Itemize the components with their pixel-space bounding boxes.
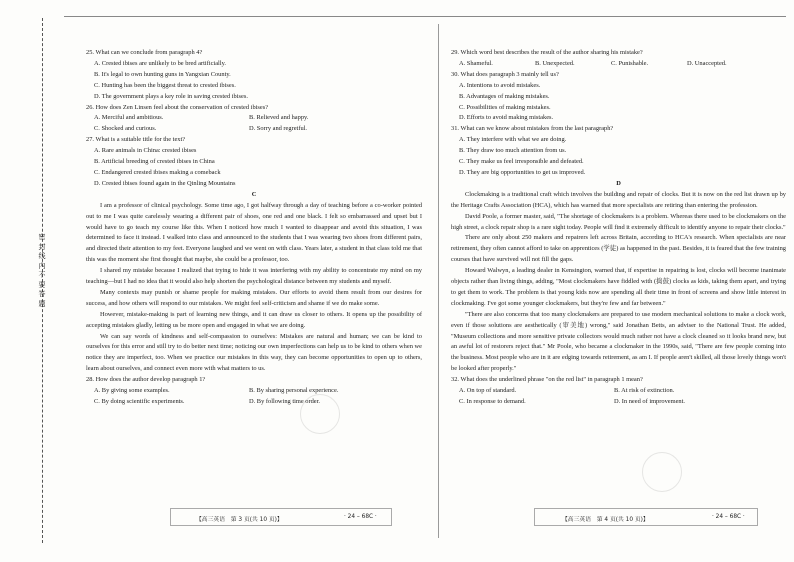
footer-code-right: · 24 – 68C · bbox=[712, 514, 745, 520]
answer-option: A. On top of standard. bbox=[459, 387, 517, 395]
section-letter: C bbox=[251, 190, 257, 198]
answer-option: B. They draw too much attention from us. bbox=[459, 147, 567, 155]
answer-option: C. Hunting has been the biggest threat to crested ibises. bbox=[94, 81, 236, 89]
answer-option: D. The government plays a key role in saving crested ibises. bbox=[94, 92, 248, 100]
answer-option: A. Shameful. bbox=[459, 59, 493, 67]
binding-margin bbox=[6, 18, 64, 543]
answer-option-row bbox=[459, 397, 786, 408]
section-letter: D bbox=[616, 179, 621, 187]
seal-line-notice bbox=[35, 233, 49, 309]
passage-paragraph: We can say words of kindness and self-compassion to ourselves: Mistakes are natural and human; we can be kind to ourselves for this error and still try to do better next time; noticing our own imperfections can help us to be kind to others when we notice they are imperfect, too. When we practice our mistakes in this way, they can become opportunities to open up to others, learn about ourselves, and connect even more with what matters to us. bbox=[86, 332, 422, 373]
answer-option: D. Efforts to avoid making mistakes. bbox=[459, 114, 554, 122]
answer-option: B. Unexpected. bbox=[535, 59, 575, 67]
answer-option-row bbox=[94, 386, 422, 397]
question-stem: 28. How does the author develop paragraph 1? bbox=[86, 376, 206, 384]
answer-option: D. They are big opportunities to get us improved. bbox=[459, 168, 586, 176]
seal-line-char: 要 bbox=[38, 280, 46, 289]
passage-paragraph: Howard Walwyn, a leading dealer in Kensington, warned that, if expertise in repairing is lost, clocks will become inanimate objects rather than living things, adding, "Most clockmakers have fiddled with (捣鼓) clocks as kids, taking them apart, and trying to get them to work. The problem is that young kids now are spending all their time in front of screens and show little interest in clockmaking. I've got some younger clockmakers, but they're few and far between." bbox=[451, 267, 786, 307]
answer-option: D. By following time order. bbox=[249, 398, 320, 405]
answer-option-row bbox=[94, 397, 422, 408]
answer-option: B. By sharing personal experience. bbox=[249, 387, 339, 395]
answer-option-row bbox=[94, 113, 422, 124]
answer-option: D. Sorry and regretful. bbox=[249, 125, 308, 133]
watermark-seal-right bbox=[642, 452, 682, 492]
passage-paragraph: However, mistake-making is part of learning new things, and it can draw us closer to others. It opens up the possibility of accepting mistakes gladly, letting us be more open and engaged in what we are doing. bbox=[86, 310, 422, 329]
answer-option: D. In need of improvement. bbox=[614, 398, 685, 405]
seal-line-char: 封 bbox=[38, 242, 46, 251]
question-stem: 25. What can we conclude from paragraph 4? bbox=[86, 49, 203, 56]
question-stem: 32. What does the underlined phrase "on the red list" in paragraph 1 mean? bbox=[451, 376, 643, 384]
question-stem: 26. How does Zen Linsen feel about the conservation of crested ibises? bbox=[86, 103, 269, 111]
seal-line-char: 题 bbox=[38, 299, 46, 308]
seal-line-char: 不 bbox=[38, 271, 46, 279]
answer-option: A. They interfere with what we are doing. bbox=[459, 136, 567, 144]
answer-option: A. Rare animals in China: crested ibises bbox=[94, 147, 197, 155]
passage-paragraph: Clockmaking is a traditional craft which involves the building and repair of clocks. But it is now on the red list drawn up by the Heritage Crafts Association (HCA), which has warned that more specialists are retiring than entering the profession. bbox=[451, 190, 786, 209]
answer-option: A. Intentions to avoid mistakes. bbox=[459, 81, 541, 89]
seal-line-char: 答 bbox=[38, 290, 46, 298]
answer-option: A. By giving some examples. bbox=[94, 387, 170, 395]
footer-page-left: 【高三英语 第 3 页(共 10 页)】 bbox=[196, 517, 283, 523]
answer-option: B. Relieved and happy. bbox=[249, 114, 309, 122]
passage-paragraph: David Poole, a former master, said, "The shortage of clockmakers is a problem. Whereas there used to be clockmakers on the high street, a clock repair shop is a rare sight today. People will find it extremely difficult to identify anyone to repair their clocks." bbox=[451, 212, 786, 231]
question-stem: 30. What does paragraph 3 mainly tell us? bbox=[451, 70, 559, 78]
passage-paragraph: I am a professor of clinical psychology. Some time ago, I got halfway through a day of teaching before a co-worker pointed out to me I was quite carelessly wearing a different pair of shoes, one red and one black. I felt so embarrassed and upset but I would have to go teach my course like this. When I noticed how much I wanted to disappear and avoid this situation, I was determined to face it instead. I walked into class and announced to the students that I was wearing two shoes from different pairs, and directed their attention to my feet. Everyone laughed and we went on with class. Years later, a student in that class told me that this was the moment she first thought that maybe, she could be a professor, too. bbox=[86, 201, 422, 264]
passage-paragraph: I shared my mistake because I realized that trying to hide it was interfering with my ability to concentrate my mind on my teaching—but I had no idea that it would also help shorten the psychological distance between my students and myself. bbox=[86, 267, 422, 286]
footer-page-right: 【高三英语 第 4 页(共 10 页)】 bbox=[562, 517, 649, 523]
passage-paragraph: Many contexts may punish or shame people for making mistakes. Our efforts to avoid them result from our desires for success, and how others will respond to our mistakes. We might feel self-criticism and shame if we do make some. bbox=[86, 288, 422, 307]
seal-line-char: 密 bbox=[38, 233, 46, 241]
answer-option: B. Artificial breeding of crested ibises in China bbox=[94, 158, 215, 166]
answer-option: D. Crested ibises found again in the Qinling Mountains bbox=[94, 179, 236, 187]
question-stem: 31. What can we know about mistakes from the last paragraph? bbox=[451, 125, 614, 133]
answer-option: B. At risk of extinction. bbox=[614, 387, 675, 395]
footer-code-left: · 24 – 68C · bbox=[344, 514, 377, 520]
answer-option: C. In response to demand. bbox=[459, 398, 526, 405]
passage-paragraph: "There are also concerns that too many clockmakers are prepared to use modern mechanical solutions to make a clock work, even if those solutions are aesthetically (审美地) wrong," said Jonathan Betts, an adviser to the National Trust. He added, "Museum collections and more sensitive private collectors would much rather not have a clock cleaned so it looks brand new, but an awful lot of restorers reject that." Mr Poole, who became a clockmaker in the 1990s, said, "There are few people coming into the business. Most people who are in it are edging towards retirement, as am I. If people aren't skilled, all those lovely things won't be looked after properly." bbox=[451, 310, 786, 373]
answer-option: B. It's legal to own hunting guns in Yangxian County. bbox=[94, 70, 231, 78]
column-divider bbox=[438, 24, 439, 538]
answer-option-row bbox=[459, 59, 786, 70]
answer-option: C. They make us feel irresponsible and defeated. bbox=[459, 158, 584, 166]
answer-option: C. Shocked and curious. bbox=[94, 125, 157, 133]
answer-option: C. Possibilities of making mistakes. bbox=[459, 103, 551, 111]
question-stem: 27. What is a suitable title for the text? bbox=[86, 136, 186, 144]
answer-option: A. Merciful and ambitious. bbox=[94, 114, 164, 122]
right-column bbox=[451, 48, 786, 408]
answer-option: A. Crested ibises are unlikely to be bred artificially. bbox=[94, 59, 226, 67]
answer-option-row bbox=[94, 124, 422, 135]
answer-option: C. Punishable. bbox=[611, 59, 649, 67]
answer-option: C. Endangered crested ibises making a comeback bbox=[94, 168, 221, 176]
answer-option-row bbox=[459, 386, 786, 397]
seal-line-char: 内 bbox=[38, 261, 46, 270]
question-stem: 29. Which word best describes the result of the author sharing his mistake? bbox=[451, 49, 643, 56]
answer-option: B. Advantages of making mistakes. bbox=[459, 92, 550, 100]
answer-option: C. By doing scientific experiments. bbox=[94, 398, 185, 405]
seal-line-char: 线 bbox=[38, 252, 46, 260]
top-rule bbox=[64, 16, 786, 17]
left-column bbox=[86, 48, 422, 408]
passage-paragraph: There are only about 250 makers and repairers left across Britain, according to HCA's research. When specialists are near retirement, they often cannot afford to take on apprentices (学徒) as happened in the past. Besides, it is feared that the few training courses that have survived will not fill the gaps. bbox=[451, 234, 786, 264]
answer-option: D. Unaccepted. bbox=[687, 59, 727, 67]
